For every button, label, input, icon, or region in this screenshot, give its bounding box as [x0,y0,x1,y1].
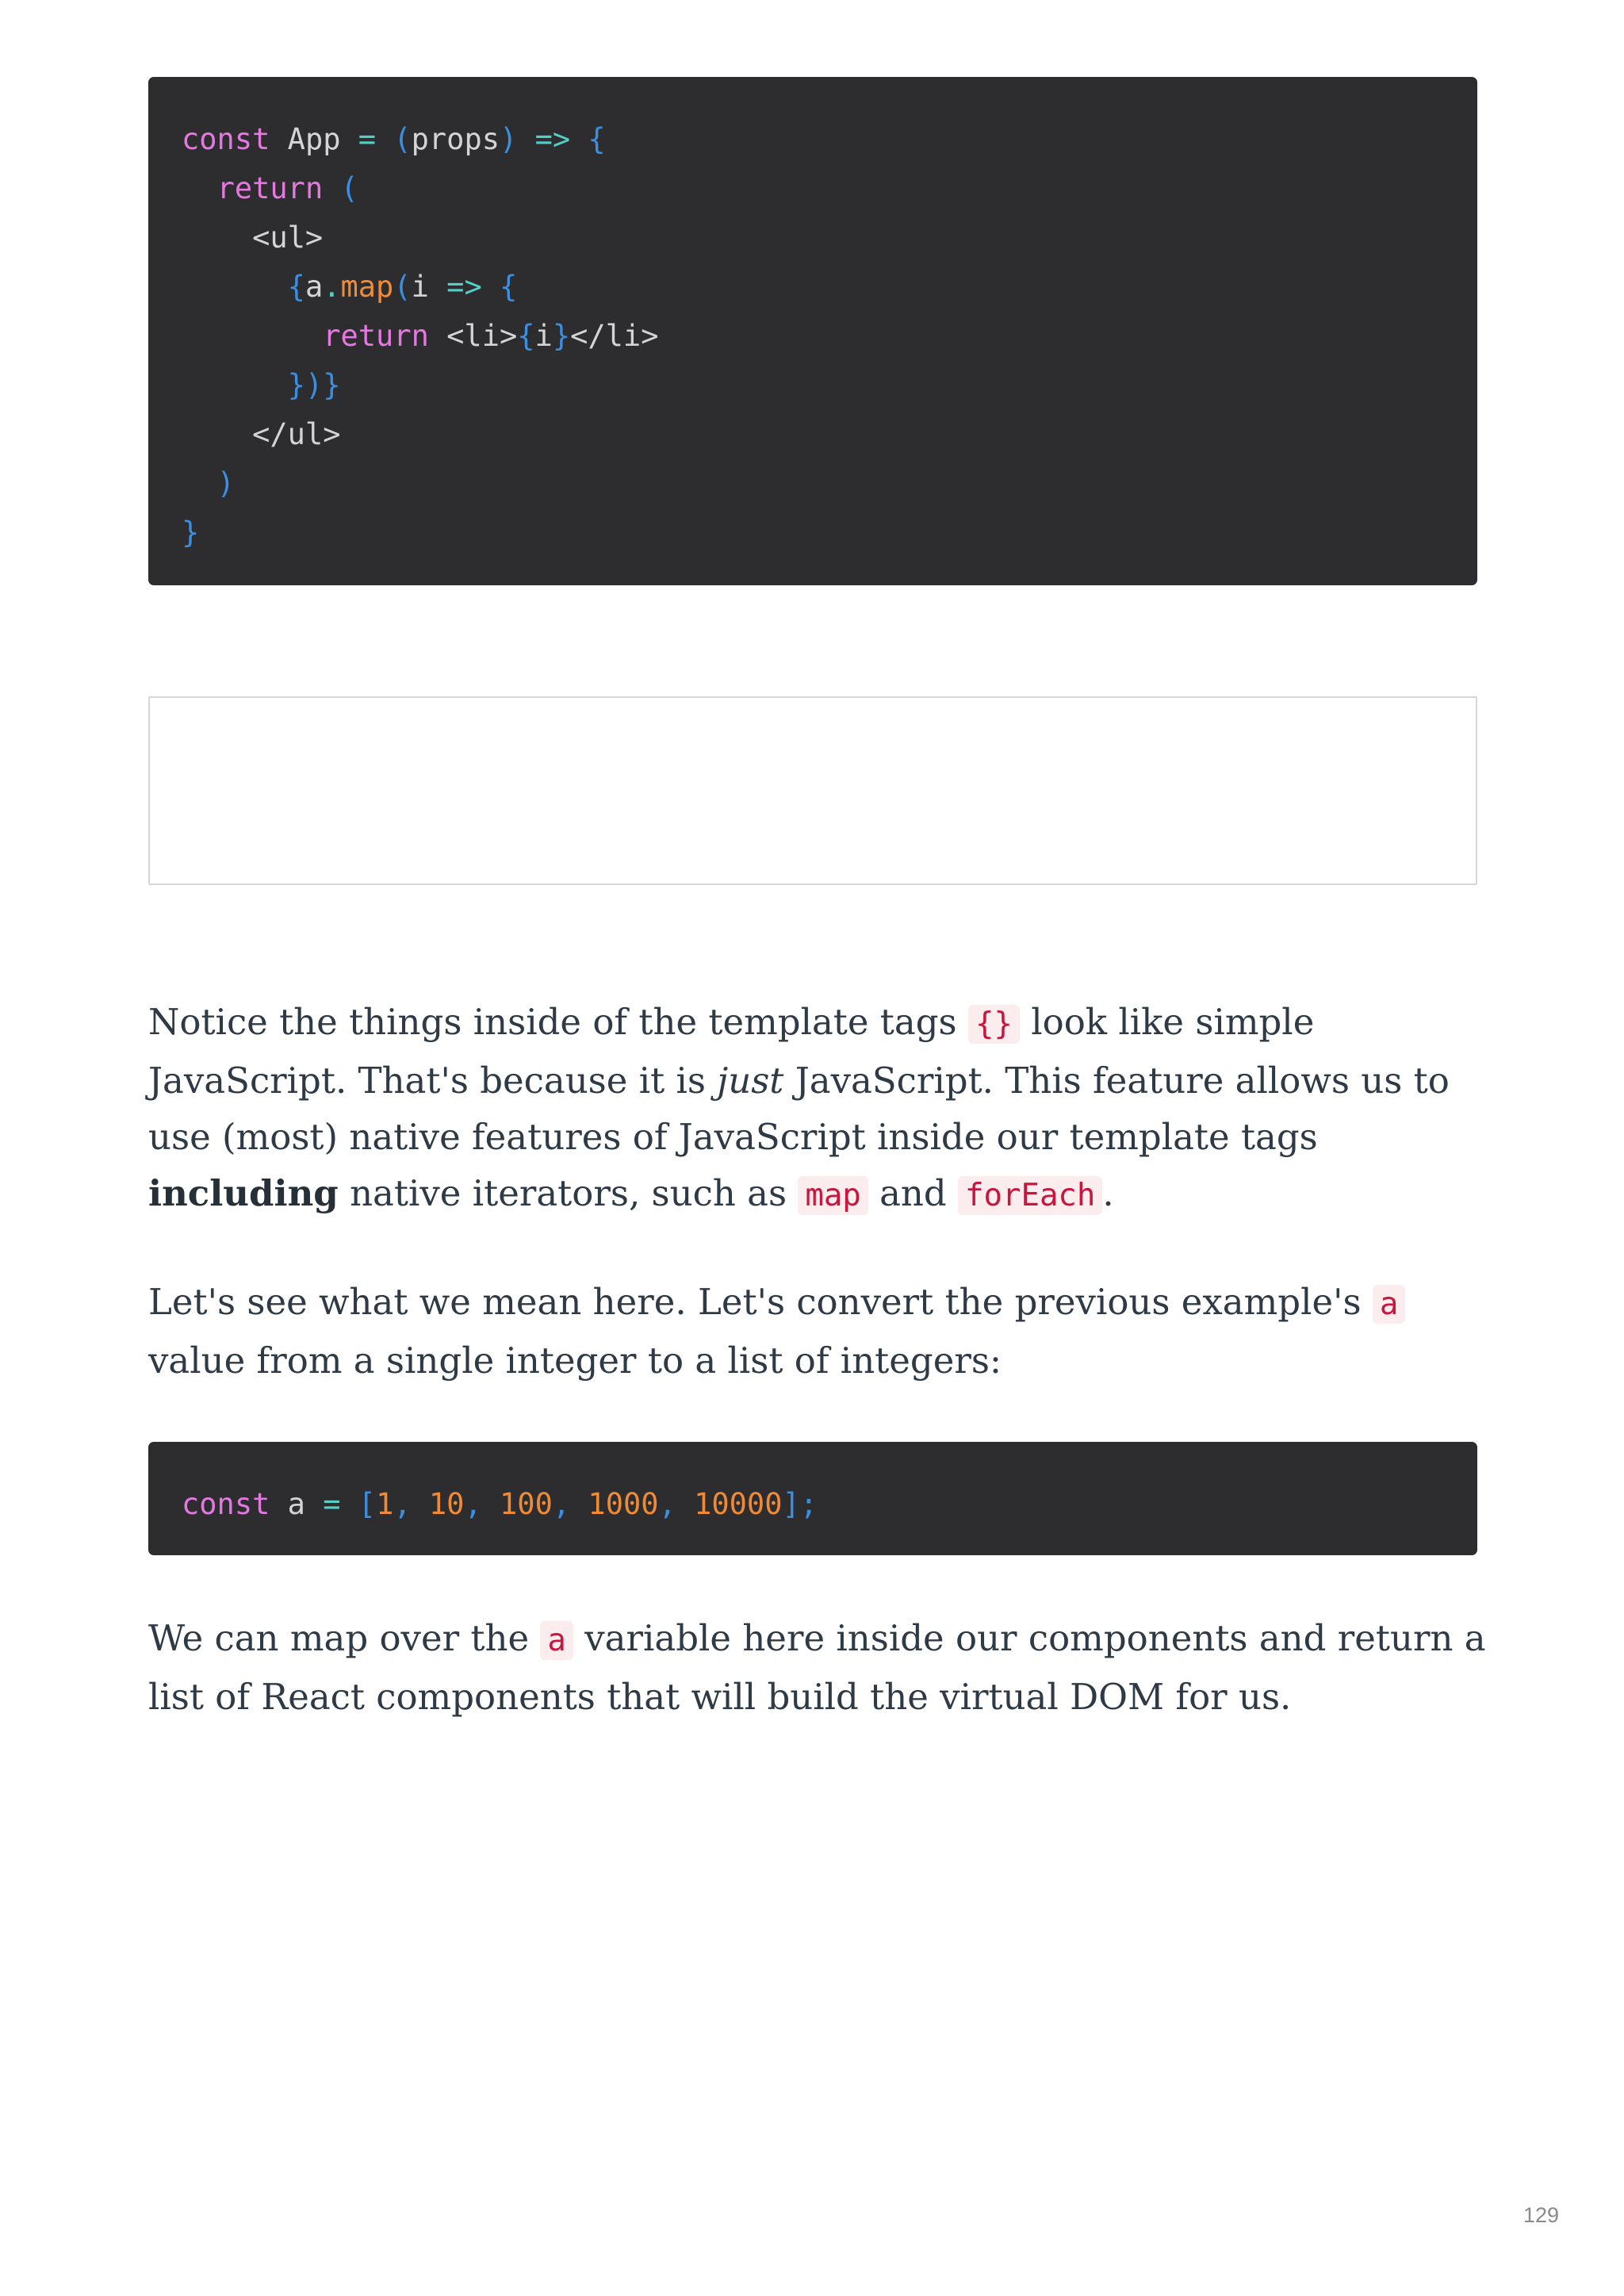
code-line [182,1480,1477,1529]
code-token [182,368,288,402]
emphasis-just: just [717,1060,784,1102]
code-token [482,270,500,304]
paragraph-template-tags [148,994,1496,1224]
text-run: JavaScript. This feature allows us to use (most) native features of JavaScript inside our template tags [148,1060,1450,1158]
code-token: 1000 [588,1487,659,1521]
code-token: ( [340,171,358,205]
code-token: a [304,270,324,304]
code-token: { [287,270,305,304]
code-token: ( [393,270,412,304]
code-token [323,171,340,205]
code-line [182,312,1477,361]
inline-code-a: a [540,1621,573,1660]
inline-code-braces: {} [968,1005,1020,1044]
code-token [341,1487,358,1521]
code-token: <ul> [182,220,324,255]
code-line [182,361,1477,410]
code-token: ) [500,122,518,156]
inline-code-foreach: forEach [958,1176,1102,1215]
text-run: value from a single integer to a list of integers: [148,1340,1002,1382]
paragraph-map-variable [148,1610,1496,1725]
code-token: ]; [782,1487,818,1521]
text-run: Notice the things inside of the template tags [148,1001,968,1043]
code-token: { [517,319,535,353]
code-token [412,1487,429,1521]
code-token: return [216,171,324,205]
code-line [182,115,1477,164]
text-run: look like simple JavaScript. That's because it is [148,1001,1315,1102]
text-run: native iterators, such as [338,1172,799,1214]
code-token [570,1487,588,1521]
code-token: i [534,319,553,353]
text-run: and [868,1172,959,1214]
code-token: App [270,122,358,156]
page-number: 129 [1522,2203,1559,2227]
code-token [517,122,534,156]
code-token: })} [287,368,341,402]
code-token: a [270,1487,324,1521]
code-token: => [446,270,482,304]
code-line [182,410,1477,459]
code-token [182,466,217,500]
code-token: 100 [500,1487,553,1521]
code-token: map [340,270,394,304]
code-token: const [182,1487,270,1521]
code-line [182,164,1477,213]
code-line [182,508,1477,558]
code-token: , [464,1487,482,1521]
code-token: . [323,270,341,304]
code-token: } [552,319,571,353]
inline-code-a: a [1373,1285,1405,1324]
code-token: props [411,122,500,156]
strong-including: including [148,1172,339,1214]
code-token: ( [393,122,412,156]
code-token [182,171,217,205]
code-token [676,1487,694,1521]
code-token: return [323,319,429,353]
code-token: </li> [570,319,659,353]
code-token: , [658,1487,676,1521]
code-token: ) [216,466,235,500]
code-block-app-component [148,77,1477,585]
code-token: i [411,270,447,304]
code-token: = [323,1487,341,1521]
text-run: variable here inside our components and return a list of React components that will build the virtual DOM for us. [148,1617,1486,1718]
code-token [182,270,288,304]
code-token [570,122,588,156]
code-token: } [182,516,200,550]
code-block-array-literal [148,1442,1477,1555]
code-token: => [534,122,571,156]
text-run: . [1102,1172,1114,1214]
code-token: [ [358,1487,377,1521]
code-token: , [393,1487,412,1521]
code-token: const [182,122,270,156]
code-token: 1 [376,1487,394,1521]
code-line [182,263,1477,312]
code-line [182,459,1477,508]
code-token: </ul> [182,417,341,451]
code-token: 10 [428,1487,465,1521]
text-run: We can map over the [148,1617,541,1659]
code-line [182,213,1477,263]
code-token: , [552,1487,571,1521]
code-token [182,319,323,353]
code-token [376,122,393,156]
embedded-preview-frame [148,696,1477,885]
code-token: <li> [428,319,518,353]
inline-code-map: map [798,1176,868,1215]
paragraph-convert-example [148,1274,1496,1389]
code-token: = [358,122,377,156]
code-token: { [500,270,518,304]
code-token: 10000 [694,1487,783,1521]
code-token [482,1487,500,1521]
code-token: { [588,122,606,156]
text-run: Let's see what we mean here. Let's convert the previous example's [148,1281,1373,1323]
